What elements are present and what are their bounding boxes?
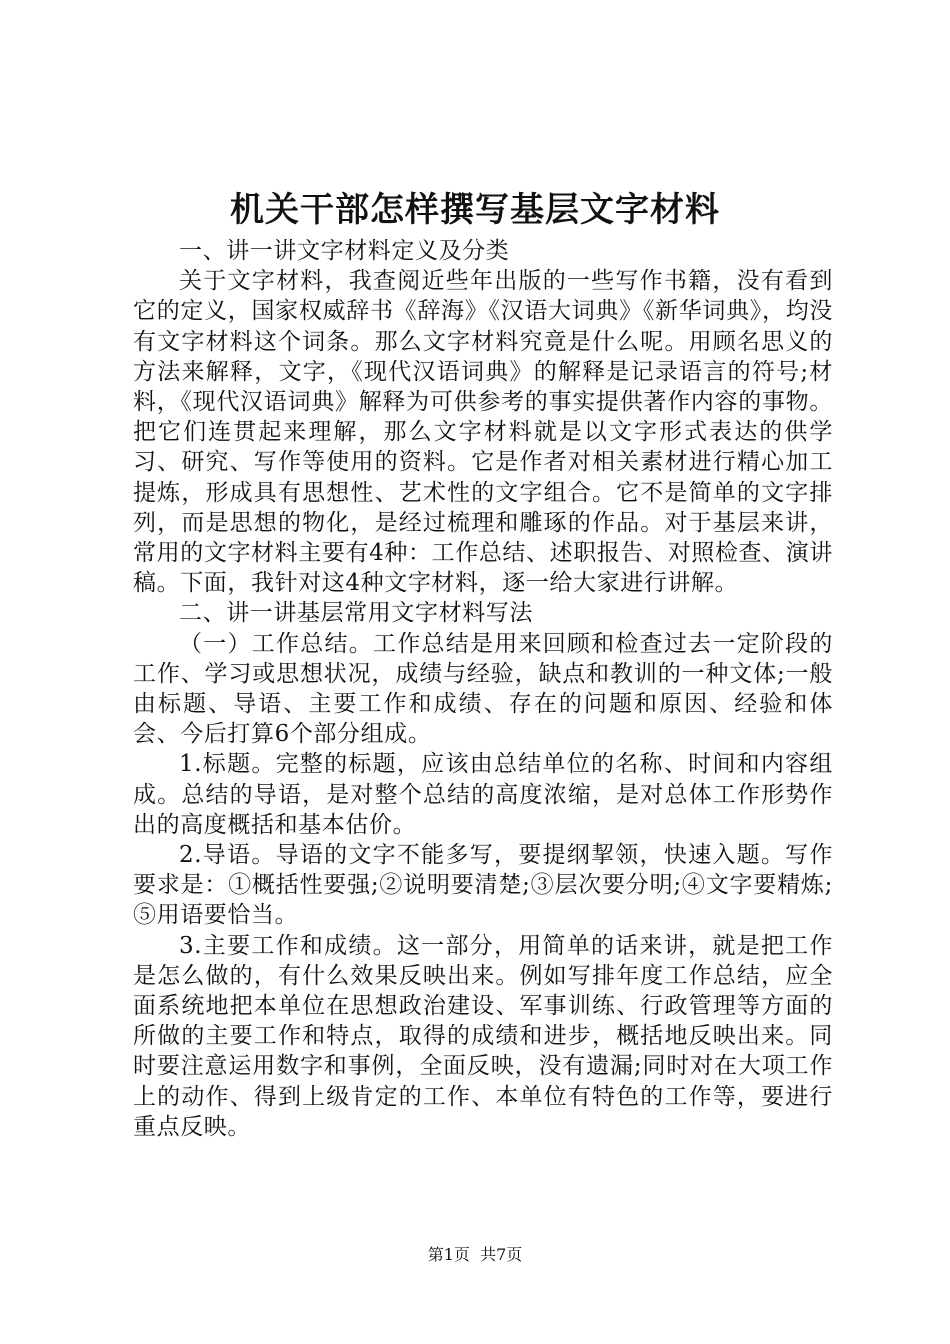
- body-paragraph: 3.主要工作和成绩。这一部分，用简单的话来讲，就是把工作是怎么做的，有什么效果反映出来。例如写排年度工作总结，应全面系统地把本单位在思想政治建设、军事训练、行政管理等方面的所做的主要工作和特点，取得的成绩和进步，概括地反映出来。同时要注意运用数字和事例，全面反映，没有遗漏;同时对在大项工作上的动作、得到上级肯定的工作、本单位有特色的工作等，要进行重点反映。: [133, 932, 833, 1140]
- document-title: 机关干部怎样撰写基层文字材料: [230, 190, 720, 230]
- body-paragraph: （一）工作总结。工作总结是用来回顾和检查过去一定阶段的工作、学习或思想状况，成绩与经验，缺点和教训的一种文体;一般由标题、导语、主要工作和成绩、存在的问题和原因、经验和体会、今后打算6个部分组成。: [133, 630, 833, 748]
- document-body: [133, 236, 833, 1142]
- body-paragraph: 关于文字材料，我查阅近些年出版的一些写作书籍，没有看到它的定义，国家权威辞书《辞海》《汉语大词典》《新华词典》，均没有文字材料这个词条。那么文字材料究竟是什么呢。用顾名思义的方法来解释，文字，《现代汉语词典》的解释是记录语言的符号;材料，《现代汉语词典》解释为可供参考的事实提供著作内容的事物。把它们连贯起来理解，那么文字材料就是以文字形式表达的供学习、研究、写作等使用的资料。它是作者对相关素材进行精心加工提炼，形成具有思想性、艺术性的文字组合。它不是简单的文字排列，而是思想的物化，是经过梳理和雕琢的作品。对于基层来讲，常用的文字材料主要有4种：工作总结、述职报告、对照检查、演讲稿。下面，我针对这4种文字材料，逐一给大家进行讲解。: [133, 268, 833, 597]
- page-number: 第1页 共7页: [427, 1245, 523, 1264]
- section-heading-2: 二、讲一讲基层常用文字材料写法: [179, 600, 533, 627]
- section-heading-1: 一、讲一讲文字材料定义及分类: [179, 238, 510, 264]
- body-paragraph: 2.导语。导语的文字不能多写，要提纲挈领，快速入题。写作要求是：①概括性要强;②说明要清楚;③层次要分明;④文字要精炼;⑤用语要恰当。: [133, 842, 833, 929]
- body-paragraph: 1.标题。完整的标题，应该由总结单位的名称、时间和内容组成。总结的导语，是对整个总结的高度浓缩，是对总体工作形势作出的高度概括和基本估价。: [133, 751, 833, 838]
- page-footer: [0, 1244, 950, 1266]
